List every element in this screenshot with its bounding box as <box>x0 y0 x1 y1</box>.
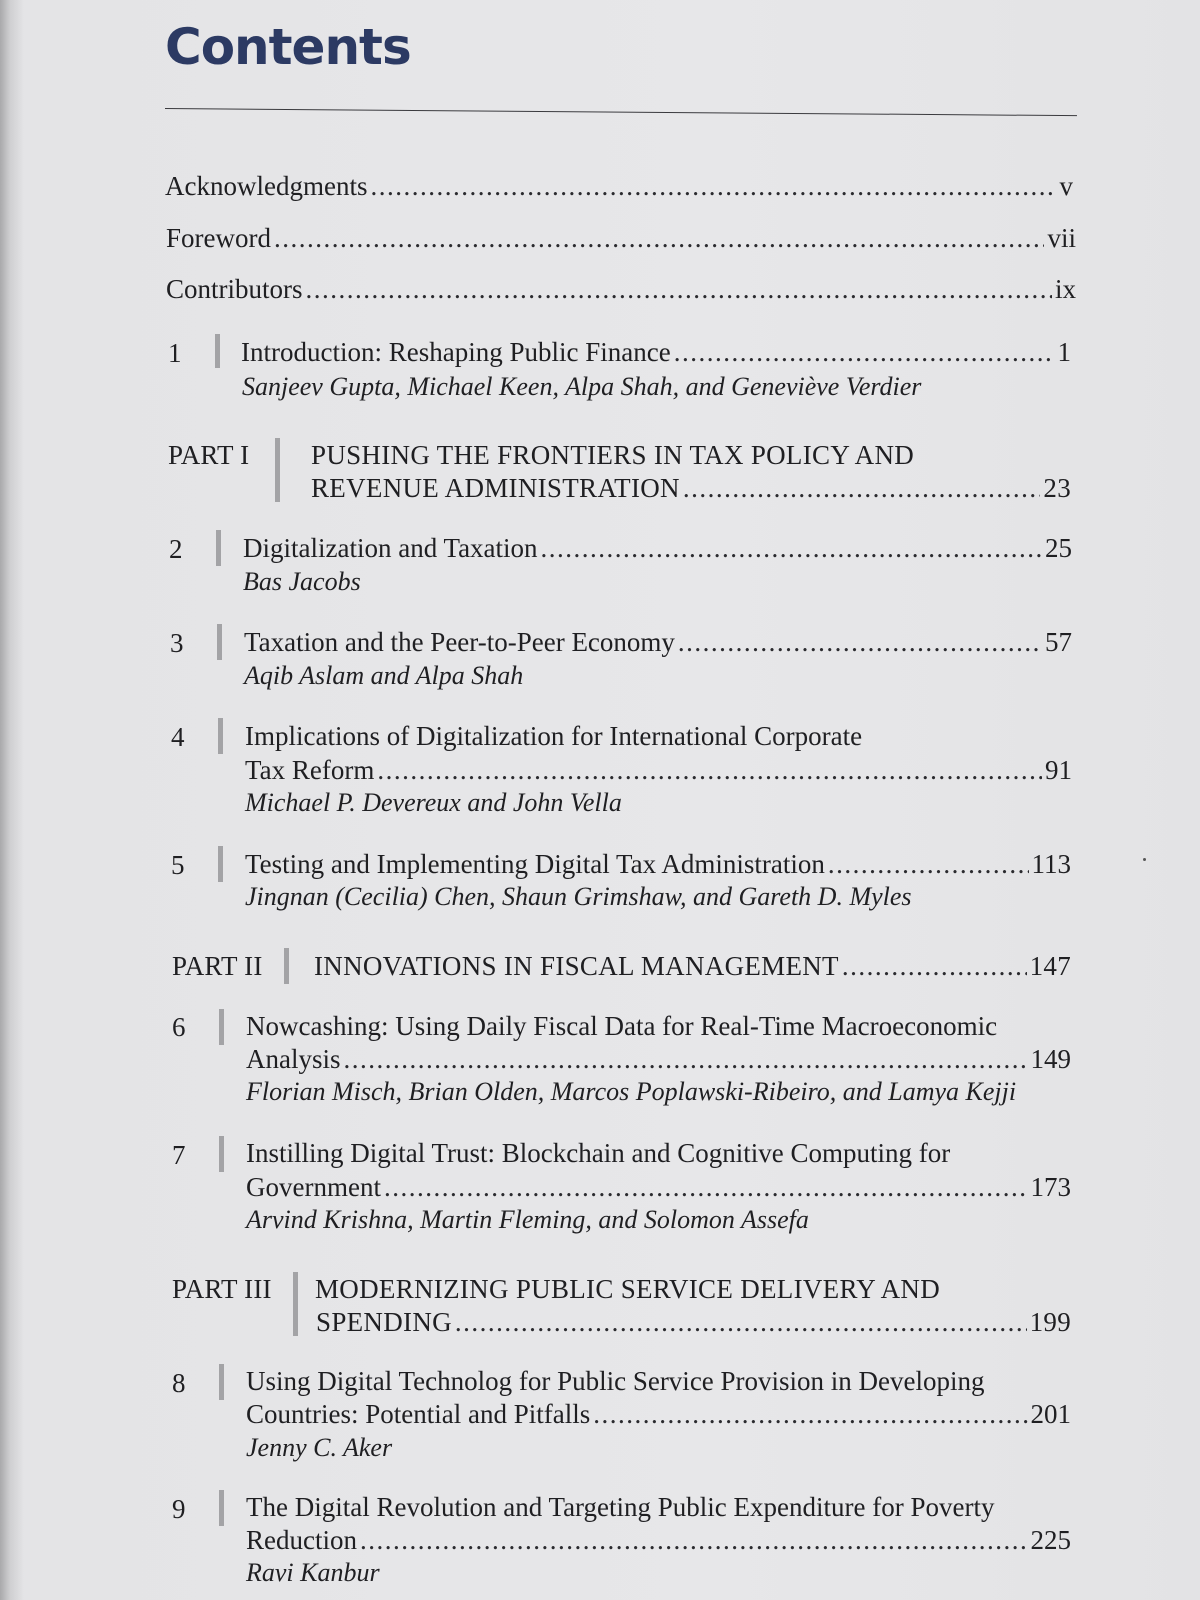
chapter-authors: Florian Misch, Brian Olden, Marcos Poplawski-Ribeiro, and Lamya Kejji <box>246 1077 1017 1106</box>
toc-entry-page: ix <box>1054 274 1076 304</box>
toc-entry-page: 1 <box>1057 337 1071 367</box>
chapter-title-line1: Instilling Digital Trust: Blockchain and Cognitive Computing for <box>246 1138 951 1168</box>
chapter-divider <box>219 1009 224 1045</box>
chapter-number: 1 <box>168 338 182 368</box>
leader-dots <box>360 1524 1028 1556</box>
toc-entry-chapter-5[interactable] <box>245 848 1071 880</box>
toc-entry-title: Countries: Potential and Pitfalls <box>246 1399 591 1429</box>
toc-entry-chapter-3[interactable] <box>244 626 1072 658</box>
chapter-number: 6 <box>172 1012 186 1042</box>
chapter-number: 4 <box>171 722 185 752</box>
toc-entry-title: Reduction <box>246 1525 357 1555</box>
leader-dots <box>370 170 1056 202</box>
toc-entry-foreword[interactable] <box>166 222 1076 254</box>
leader-dots <box>674 336 1055 368</box>
chapter-authors: Jenny C. Aker <box>246 1433 393 1462</box>
leader-dots <box>274 222 1045 254</box>
toc-entry-part-3[interactable] <box>316 1306 1071 1338</box>
part-label: PART II <box>172 951 263 981</box>
leader-dots <box>306 273 1052 305</box>
part-label: PART III <box>172 1274 272 1304</box>
toc-entry-contributors[interactable] <box>166 273 1076 305</box>
toc-entry-page: 57 <box>1045 627 1072 657</box>
chapter-authors: Michael P. Devereux and John Vella <box>245 788 622 817</box>
leader-dots <box>384 1171 1028 1203</box>
toc-entry-page: 225 <box>1030 1525 1071 1555</box>
toc-entry-chapter-1[interactable] <box>241 336 1071 368</box>
toc-entry-chapter-7[interactable] <box>246 1171 1071 1203</box>
part-divider <box>275 438 280 502</box>
toc-entry-page: 201 <box>1030 1399 1071 1429</box>
chapter-divider <box>218 718 223 754</box>
leader-dots <box>683 472 1041 504</box>
toc-entry-page: 113 <box>1031 849 1071 879</box>
toc-entry-title: Digitalization and Taxation <box>243 533 538 563</box>
title-rule <box>165 108 1077 116</box>
toc-entry-title: Government <box>246 1172 381 1202</box>
toc-entry-page: 25 <box>1045 533 1072 563</box>
toc-entry-chapter-8[interactable] <box>246 1398 1071 1430</box>
toc-entry-title: REVENUE ADMINISTRATION <box>311 473 680 503</box>
chapter-title-line1: Using Digital Technolog for Public Service Provision in Developing <box>246 1366 985 1396</box>
leader-dots <box>377 754 1042 786</box>
chapter-divider <box>215 334 220 368</box>
toc-entry-page: 23 <box>1043 473 1071 503</box>
paper-speck <box>1143 858 1146 861</box>
chapter-number: 7 <box>172 1140 186 1170</box>
chapter-divider <box>219 1364 224 1400</box>
chapter-number: 2 <box>169 534 183 564</box>
toc-entry-acknowledgments[interactable] <box>165 170 1073 202</box>
toc-entry-page: vii <box>1047 223 1076 253</box>
chapter-divider <box>217 624 222 660</box>
toc-entry-title: Analysis <box>246 1044 341 1074</box>
toc-entry-page: 199 <box>1029 1307 1071 1337</box>
toc-entry-title: SPENDING <box>316 1307 452 1337</box>
leader-dots <box>678 626 1042 658</box>
chapter-authors: Arvind Krishna, Martin Fleming, and Solomon Assefa <box>246 1205 809 1234</box>
toc-entry-part-1[interactable] <box>311 472 1071 504</box>
toc-entry-title: Contributors <box>166 274 303 304</box>
toc-entry-page: 91 <box>1045 755 1072 785</box>
leader-dots <box>455 1306 1027 1338</box>
toc-entry-title: Taxation and the Peer-to-Peer Economy <box>244 627 675 657</box>
part-title-line1: MODERNIZING PUBLIC SERVICE DELIVERY AND <box>315 1274 941 1304</box>
chapter-title-line1: Nowcashing: Using Daily Fiscal Data for Real-Time Macroeconomic <box>246 1011 998 1041</box>
toc-entry-title: Acknowledgments <box>165 171 368 201</box>
toc-entry-page: 173 <box>1030 1172 1071 1202</box>
toc-entry-title: Introduction: Reshaping Public Finance <box>241 337 671 367</box>
leader-dots <box>344 1043 1028 1075</box>
chapter-authors: Sanjeev Gupta, Michael Keen, Alpa Shah, and Geneviève Verdier <box>242 372 922 401</box>
toc-entry-title: Testing and Implementing Digital Tax Administration <box>245 849 825 879</box>
chapter-authors: Aqib Aslam and Alpa Shah <box>244 661 524 690</box>
part-divider <box>293 1272 298 1336</box>
chapter-authors: Jingnan (Cecilia) Chen, Shaun Grimshaw, and Gareth D. Myles <box>245 882 912 911</box>
chapter-number: 3 <box>170 628 184 658</box>
chapter-divider <box>216 530 221 566</box>
chapter-title-line1: Implications of Digitalization for International Corporate <box>245 721 863 751</box>
page-title: Contents <box>165 18 411 76</box>
chapter-number: 9 <box>172 1494 186 1524</box>
toc-entry-chapter-9[interactable] <box>246 1524 1071 1556</box>
chapter-title-line1: The Digital Revolution and Targeting Public Expenditure for Poverty <box>246 1492 995 1522</box>
part-divider <box>284 948 289 984</box>
chapter-divider <box>219 1136 224 1172</box>
toc-entry-page: 149 <box>1030 1044 1071 1074</box>
toc-entry-title: INNOVATIONS IN FISCAL MANAGEMENT <box>314 951 839 981</box>
chapter-number: 8 <box>172 1368 186 1398</box>
toc-entry-chapter-2[interactable] <box>243 532 1072 564</box>
chapter-divider <box>218 846 223 882</box>
leader-dots <box>541 532 1042 564</box>
chapter-divider <box>219 1490 224 1526</box>
toc-entry-part-2[interactable] <box>314 950 1071 982</box>
toc-entry-page: 147 <box>1029 951 1071 981</box>
part-title-line1: PUSHING THE FRONTIERS IN TAX POLICY AND <box>311 440 915 470</box>
toc-entry-page: v <box>1059 171 1073 201</box>
toc-entry-chapter-4[interactable] <box>245 754 1072 786</box>
toc-entry-title: Tax Reform <box>245 755 375 785</box>
toc-entry-title: Foreword <box>166 223 271 253</box>
toc-entry-chapter-6[interactable] <box>246 1043 1071 1075</box>
chapter-authors: Ravi Kanbur <box>246 1558 380 1587</box>
chapter-number: 5 <box>171 850 185 880</box>
leader-dots <box>842 950 1027 982</box>
part-label: PART I <box>168 440 250 470</box>
leader-dots <box>828 848 1029 880</box>
chapter-authors: Bas Jacobs <box>243 567 361 596</box>
leader-dots <box>593 1398 1027 1430</box>
